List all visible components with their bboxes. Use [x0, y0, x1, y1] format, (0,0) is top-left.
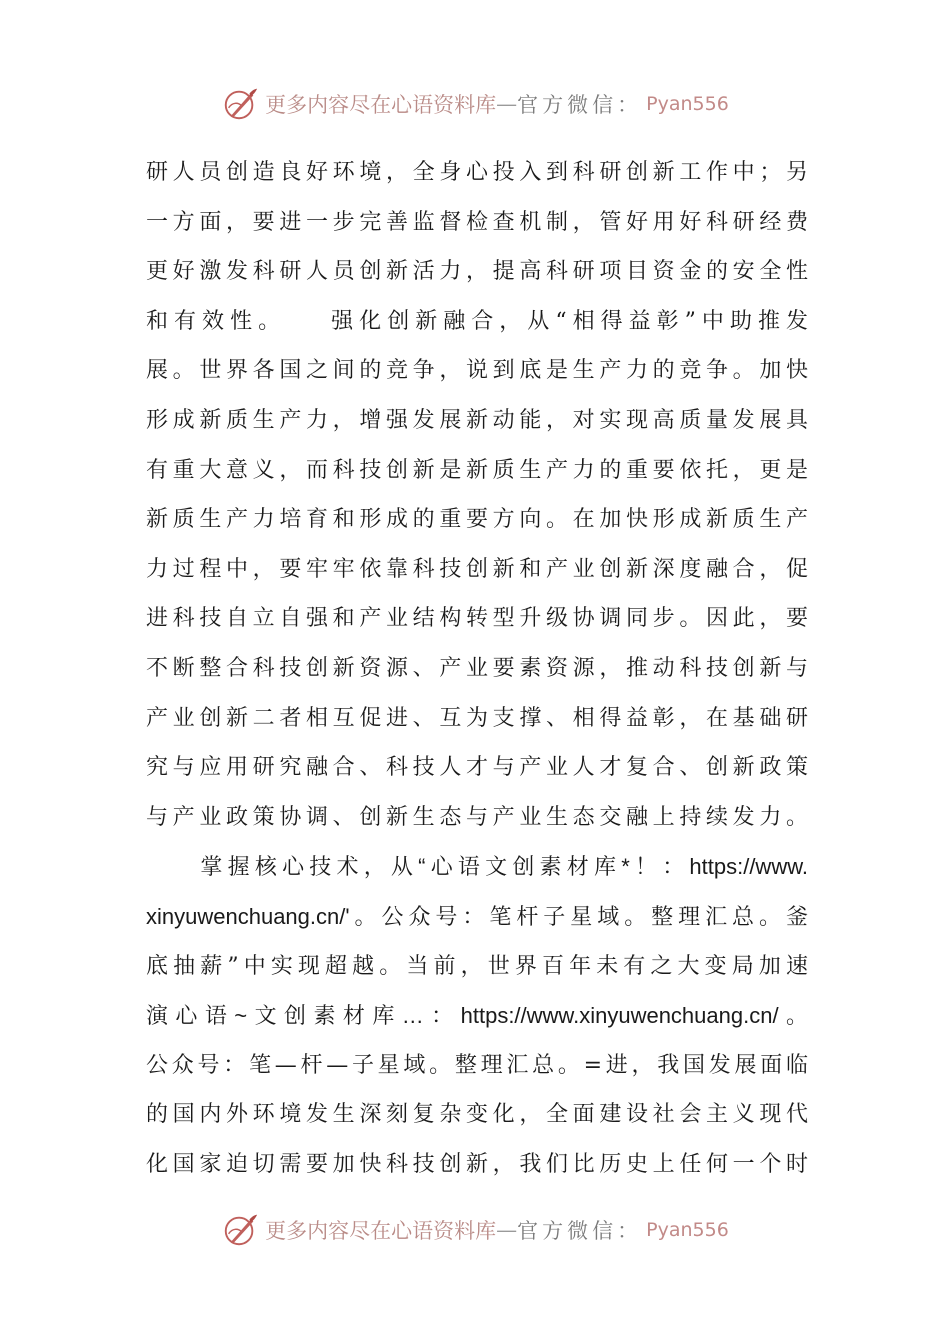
body-line: 演心语~文创素材库…：https://www.xinyuwenchuang.cn/。: [146, 1003, 808, 1029]
body-line: 产业创新二者相互促进、互为支撑、相得益彰，在基础研: [146, 705, 808, 731]
quill-logo-icon: [221, 1211, 259, 1249]
body-line: 有重大意义，而科技创新是新质生产力的重要依托，更是: [146, 457, 808, 483]
body-line: 和有效性。 强化创新融合，从“相得益彰”中助推发: [146, 308, 808, 334]
header-banner-official: 官方微信：: [517, 93, 643, 117]
footer-banner-text: 更多内容尽在心语资料库: [265, 1219, 497, 1243]
body-line: xinyuwenchuang.cn/'。公众号：笔杆子星域。整理汇总。釜: [146, 903, 808, 929]
body-line: 进科技自立自强和产业结构转型升级协调同步。因此，要: [146, 606, 808, 632]
header-banner-dash: —: [496, 92, 518, 116]
body-line: 展。世界各国之间的竞争，说到底是生产力的竞争。加快: [146, 358, 808, 384]
body-line: 一方面，要进一步完善监督检查机制，管好用好科研经费: [146, 209, 808, 235]
header-banner: [0, 82, 950, 126]
body-line: 掌握核心技术，从“心语文创素材库*！：https://www.: [146, 854, 808, 880]
header-banner-id: Pyan556: [646, 93, 729, 115]
body-line: 化国家迫切需要加快科技创新，我们比历史上任何一个时: [146, 1151, 808, 1177]
body-line: 究与应用研究融合、科技人才与产业人才复合、创新政策: [146, 755, 808, 781]
body-line: 公众号：笔—杆—子星域。整理汇总。=进，我国发展面临: [146, 1052, 808, 1078]
header-banner-text: 更多内容尽在心语资料库: [265, 93, 497, 117]
document-body: [146, 148, 808, 1189]
body-line: 形成新质生产力，增强发展新动能，对实现高质量发展具: [146, 407, 808, 433]
body-line: 的国内外环境发生深刻复杂变化，全面建设社会主义现代: [146, 1102, 808, 1128]
body-line: 力过程中，要牢牢依靠科技创新和产业创新深度融合，促: [146, 556, 808, 582]
footer-banner-official: 官方微信：: [517, 1219, 643, 1243]
body-line: 不断整合科技创新资源、产业要素资源，推动科技创新与: [146, 655, 808, 681]
footer-banner: [0, 1208, 950, 1252]
body-line: 底抽薪”中实现超越。当前，世界百年未有之大变局加速: [146, 953, 808, 979]
footer-banner-dash: —: [496, 1218, 518, 1242]
footer-banner-id: Pyan556: [646, 1219, 729, 1241]
body-line: 新质生产力培育和形成的重要方向。在加快形成新质生产: [146, 507, 808, 533]
body-line: 与产业政策协调、创新生态与产业生态交融上持续发力。: [146, 804, 808, 830]
quill-logo-icon: [221, 85, 259, 123]
body-line: 研人员创造良好环境，全身心投入到科研创新工作中；另: [146, 160, 808, 185]
body-line: 更好激发科研人员创新活力，提高科研项目资金的安全性: [146, 259, 808, 285]
